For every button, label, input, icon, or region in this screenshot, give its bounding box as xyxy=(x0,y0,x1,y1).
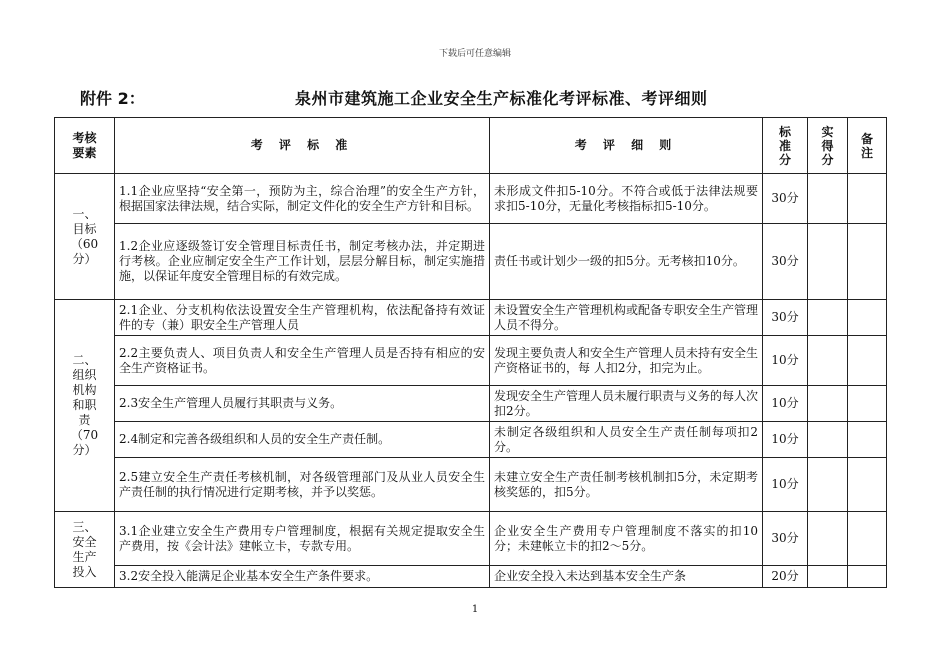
standard-cell: 3.1企业建立安全生产费用专户管理制度，根据有关规定提取安全生产费用，按《会计法》建帐立卡，专款专用。 xyxy=(115,512,490,566)
remark-cell xyxy=(848,386,887,422)
header-detail: 考 评 细 则 xyxy=(490,118,763,174)
remark-cell xyxy=(848,458,887,512)
standard-cell: 2.5建立安全生产责任考核机制，对各级管理部门及从业人员安全生产责任制的执行情况进行定期考核，并予以奖惩。 xyxy=(115,458,490,512)
element-cell-1: 一、 目标 （60 分） xyxy=(55,174,115,300)
header-actual: 实 得 分 xyxy=(808,118,848,174)
actual-score-cell xyxy=(808,422,848,458)
actual-score-cell xyxy=(808,224,848,300)
detail-cell: 发现主要负责人和安全生产管理人员未持有安全生产资格证书的，每 人扣2分，扣完为止。 xyxy=(490,336,763,386)
score-cell: 30分 xyxy=(763,300,808,336)
remark-cell xyxy=(848,512,887,566)
standard-cell: 2.1企业、分支机构依法设置安全生产管理机构，依法配备持有效证件的专（兼）职安全生产管理人员 xyxy=(115,300,490,336)
detail-cell: 未建立安全生产责任制考核机制扣5分，未定期考核奖惩的，扣5分。 xyxy=(490,458,763,512)
actual-score-cell xyxy=(808,336,848,386)
score-cell: 30分 xyxy=(763,224,808,300)
header-element: 考核 要素 xyxy=(55,118,115,174)
detail-cell: 企业安全投入未达到基本安全生产条 xyxy=(490,566,763,588)
table-row xyxy=(55,566,887,588)
table-header-row xyxy=(55,118,887,174)
table-row xyxy=(55,386,887,422)
table-row xyxy=(55,300,887,336)
standard-cell: 2.4制定和完善各级组织和人员的安全生产责任制。 xyxy=(115,422,490,458)
score-cell: 10分 xyxy=(763,422,808,458)
title-main: 泉州市建筑施工企业安全生产标准化考评标准、考评细则 xyxy=(295,89,708,108)
actual-score-cell xyxy=(808,566,848,588)
detail-cell: 企业安全生产费用专户管理制度不落实的扣10分；未建帐立卡的扣2～5分。 xyxy=(490,512,763,566)
table-row xyxy=(55,512,887,566)
standard-cell: 1.1企业应坚持“安全第一，预防为主，综合治理”的安全生产方针，根据国家法律法规，结合实际，制定文件化的安全生产方针和目标。 xyxy=(115,174,490,224)
actual-score-cell xyxy=(808,174,848,224)
detail-cell: 未制定各级组织和人员安全生产责任制每项扣2分。 xyxy=(490,422,763,458)
remark-cell xyxy=(848,224,887,300)
actual-score-cell xyxy=(808,458,848,512)
standard-cell: 3.2安全投入能满足企业基本安全生产条件要求。 xyxy=(115,566,490,588)
standard-cell: 2.3安全生产管理人员履行其职责与义务。 xyxy=(115,386,490,422)
remark-cell xyxy=(848,422,887,458)
element-cell-2: 二、 组织 机构 和职 责 （70 分） xyxy=(55,300,115,512)
evaluation-table xyxy=(54,117,887,588)
document-title xyxy=(60,86,900,112)
remark-cell xyxy=(848,336,887,386)
table-row xyxy=(55,336,887,386)
header-remark: 备 注 xyxy=(848,118,887,174)
actual-score-cell xyxy=(808,512,848,566)
detail-cell: 责任书或计划少一级的扣5分。无考核扣10分。 xyxy=(490,224,763,300)
header-score: 标 准 分 xyxy=(763,118,808,174)
remark-cell xyxy=(848,300,887,336)
score-cell: 10分 xyxy=(763,458,808,512)
table-row xyxy=(55,224,887,300)
score-cell: 10分 xyxy=(763,336,808,386)
actual-score-cell xyxy=(808,386,848,422)
detail-cell: 未设置安全生产管理机构或配备专职安全生产管理人员不得分。 xyxy=(490,300,763,336)
standard-cell: 2.2主要负责人、项目负责人和安全生产管理人员是否持有相应的安全生产资格证书。 xyxy=(115,336,490,386)
score-cell: 30分 xyxy=(763,174,808,224)
detail-cell: 发现安全生产管理人员未履行职责与义务的每人次扣2分。 xyxy=(490,386,763,422)
standard-cell: 1.2企业应逐级签订安全管理目标责任书，制定考核办法，并定期进行考核。企业应制定安全生产工作计划，层层分解目标，制定实施措施，以保证年度安全管理目标的有效完成。 xyxy=(115,224,490,300)
element-cell-3: 三、 安全 生产 投入 xyxy=(55,512,115,588)
detail-cell: 未形成文件扣5-10分。不符合或低于法律法规要求扣5-10分，无量化考核指标扣5-10分。 xyxy=(490,174,763,224)
table-row xyxy=(55,422,887,458)
table-row xyxy=(55,174,887,224)
score-cell: 30分 xyxy=(763,512,808,566)
score-cell: 10分 xyxy=(763,386,808,422)
header-note: 下载后可任意编辑 xyxy=(438,49,511,59)
table-row xyxy=(55,458,887,512)
score-cell: 20分 xyxy=(763,566,808,588)
page-number: 1 xyxy=(471,604,479,615)
remark-cell xyxy=(848,174,887,224)
header-standard: 考 评 标 准 xyxy=(115,118,490,174)
actual-score-cell xyxy=(808,300,848,336)
title-prefix: 附件 2： xyxy=(80,89,145,108)
remark-cell xyxy=(848,566,887,588)
